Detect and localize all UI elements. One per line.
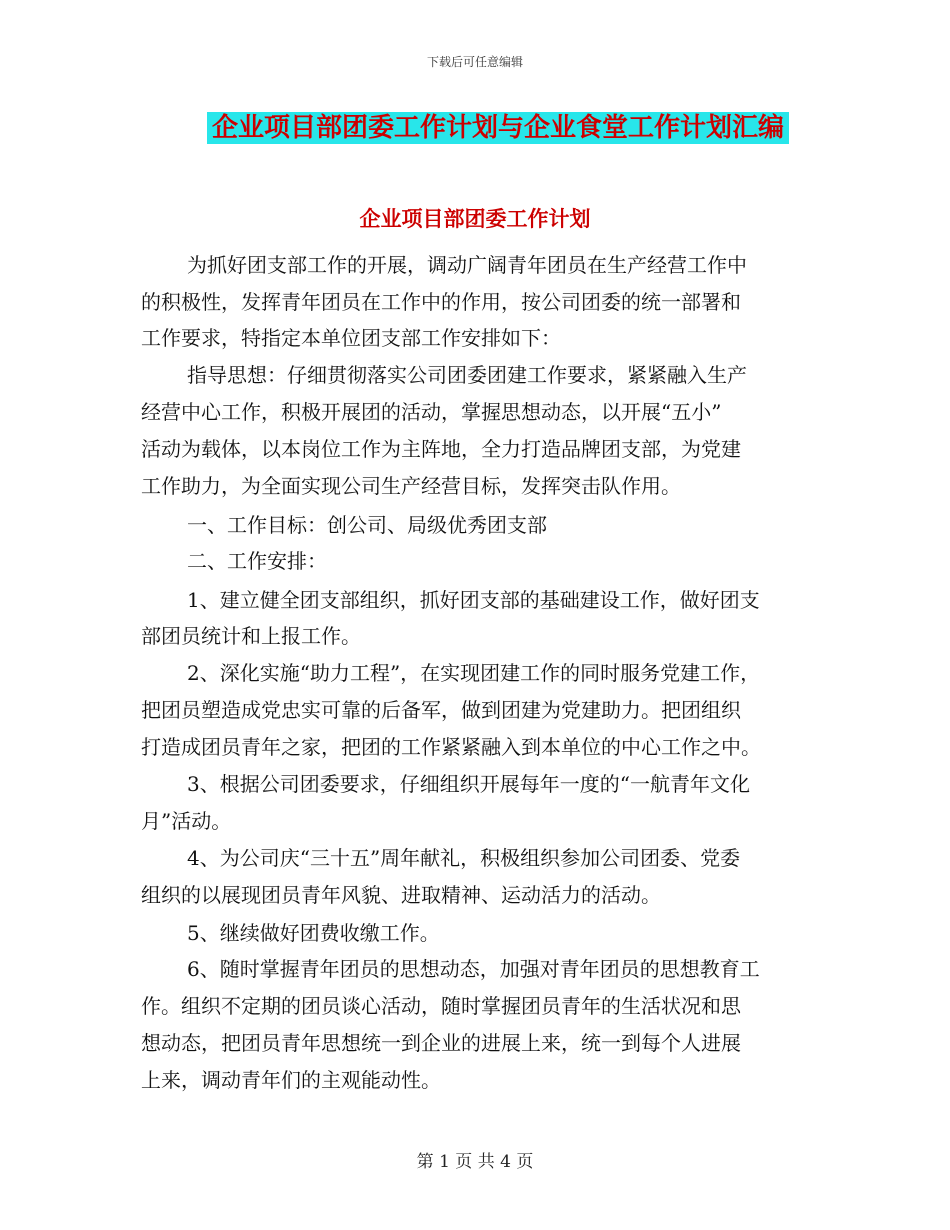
paragraph-line: 经营中心工作，积极开展团的活动，掌握思想动态，以开展“五小” xyxy=(141,400,722,424)
paragraph-line: 的积极性，发挥青年团员在工作中的作用，按公司团委的统一部署和 xyxy=(141,290,741,314)
main-title: 企业项目部团委工作计划与企业食堂工作计划汇编 xyxy=(211,113,784,143)
paragraph-line: 为抓好团支部工作的开展，调动广阔青年团员在生产经营工作中 xyxy=(187,253,747,277)
paragraph-line: 工作要求，特指定本单位团支部工作安排如下： xyxy=(141,326,561,350)
paragraph-line: 组织的以展现团员青年风貌、进取精神、运动活力的活动。 xyxy=(141,883,661,907)
paragraph-line: 把团员塑造成党忠实可靠的后备军，做到团建为党建助力。把团组织 xyxy=(141,698,741,722)
paragraph-line: 月”活动。 xyxy=(141,809,232,833)
header-note: 下载后可任意编辑 xyxy=(426,55,523,69)
paragraph-line: 3、根据公司团委要求，仔细组织开展每年一度的“一航青年文化 xyxy=(187,772,750,796)
paragraph-line: 二、工作安排： xyxy=(187,549,327,573)
paragraph-line: 工作助力，为全面实现公司生产经营目标，发挥突击队作用。 xyxy=(141,474,681,498)
paragraph-line: 1、建立健全团支部组织，抓好团支部的基础建设工作，做好团支 xyxy=(187,588,760,612)
section-title: 企业项目部团委工作计划 xyxy=(359,207,591,231)
paragraph-line: 6、随时掌握青年团员的思想动态，加强对青年团员的思想教育工 xyxy=(187,957,760,981)
paragraph-line: 5、继续做好团费收缴工作。 xyxy=(187,921,440,945)
paragraph-line: 打造成团员青年之家，把团的工作紧紧融入到本单位的中心工作之中。 xyxy=(141,735,761,759)
paragraph-line: 作。组织不定期的团员谈心活动，随时掌握团员青年的生活状况和思 xyxy=(141,994,741,1018)
paragraph-line: 指导思想：仔细贯彻落实公司团委团建工作要求，紧紧融入生产 xyxy=(187,363,747,387)
paragraph-line: 2、深化实施“助力工程”，在实现团建工作的同时服务党建工作， xyxy=(187,661,761,685)
paragraph-line: 上来，调动青年们的主观能动性。 xyxy=(141,1068,441,1092)
paragraph-line: 活动为载体，以本岗位工作为主阵地，全力打造品牌团支部，为党建 xyxy=(141,437,741,461)
paragraph-line: 4、为公司庆“三十五”周年献礼，积极组织参加公司团委、党委 xyxy=(187,846,741,870)
page-footer: 第 1 页 共 4 页 xyxy=(416,1152,534,1172)
paragraph-line: 部团员统计和上报工作。 xyxy=(141,624,361,648)
main-title-highlight xyxy=(207,112,789,144)
paragraph-line: 想动态，把团员青年思想统一到企业的进展上来，统一到每个人进展 xyxy=(141,1031,741,1055)
paragraph-line: 一、工作目标：创公司、局级优秀团支部 xyxy=(187,513,547,537)
